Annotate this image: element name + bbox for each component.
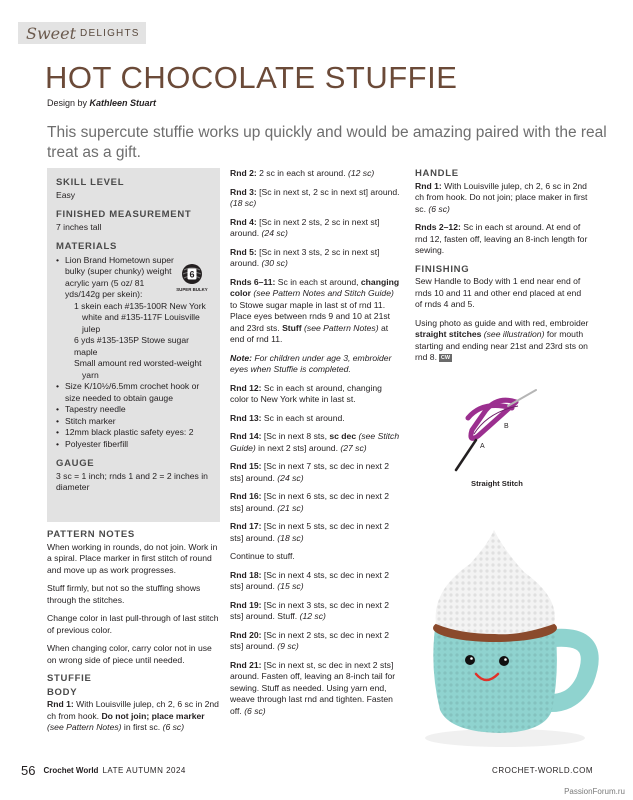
round-instruction: Rnds 6–11: Sc in each st around, changing color (see Pattern Notes and Stitch Guide) to Stowe sugar maple in last st of rnd 11. Place eyes between rnds 9 and 10 at 21st and 23rd sts. Stuff (see Pattern Notes) at end of rnd 11. (230, 276, 400, 344)
materials-item: Small amount red worsted-weight yarn (74, 358, 202, 380)
page-footer (21, 762, 593, 778)
round-instruction: Rnd 13: Sc in each st around. (230, 412, 345, 423)
materials-sidebar (47, 168, 220, 522)
yarn-weight-icon (176, 262, 208, 294)
body-rounds-column (230, 168, 400, 724)
diagram-label-b: B (504, 423, 509, 430)
round-instruction: Rnd 17: [Sc in next 5 sts, sc dec in next 2 sts] around. (18 sc) (230, 521, 390, 543)
issue-label: LATE AUTUMN 2024 (102, 765, 186, 775)
designer-name: Kathleen Stuart (89, 98, 157, 108)
body-round-1: Rnd 1: With Louisville julep, ch 2, 6 sc in 2nd ch from hook. Do not join; place marker (see Pattern Notes) in first sc. (6 sc) (47, 699, 219, 732)
round-instruction: Rnd 16: [Sc in next 6 sts, sc dec in next 2 sts] around. (21 sc) (230, 491, 390, 513)
watermark: PassionForum.ru (564, 787, 625, 796)
pattern-note: When working in rounds, do not join. Work in a spiral. Place marker in first stitch of round and move up as work progresses. (47, 541, 218, 575)
safety-note: Note: For children under age 3, embroider eyes when Stuffie is completed. (230, 352, 392, 374)
finishing-step: Using photo as guide and with red, embroider straight stitches (see illustration) for mouth starting and ending near 21st and 23rd sts on rnd 8. CW (415, 317, 589, 362)
magazine-name: Crochet World (43, 765, 99, 775)
round-instruction: Rnd 15: [Sc in next 7 sts, sc dec in next 2 sts] around. (24 sc) (230, 461, 390, 483)
round-instruction: Rnd 14: [Sc in next 8 sts, sc dec (see Stitch Guide) in next 2 sts] around. (27 sc) (230, 431, 400, 453)
finished-measurement-heading: FINISHED MEASUREMENT (56, 209, 192, 220)
straight-stitch-diagram (448, 388, 538, 483)
stitch-diagram-caption: Straight Stitch (471, 479, 523, 488)
materials-item: • 12mm black plastic safety eyes: 2 (56, 427, 211, 439)
handle-heading: HANDLE (415, 168, 459, 179)
round-instruction: Rnd 20: [Sc in next 2 sts, sc dec in next 2 sts] around. (9 sc) (230, 629, 390, 651)
diagram-label-a: A (480, 443, 485, 450)
designer-byline (47, 98, 156, 108)
pattern-notes-column (47, 529, 222, 741)
page-number: 56 (21, 762, 36, 778)
pattern-note: Stuff firmly, but not so the stuffing shows through the stitches. (47, 583, 201, 605)
pattern-note: Change color in last pull-through of last stitch of previous color. (47, 613, 219, 635)
round-instruction: Rnd 3: [Sc in next st, 2 sc in next st] around. (18 sc) (230, 186, 400, 208)
handle-round-1: Rnd 1: With Louisville julep, ch 2, 6 sc in 2nd ch from hook. Do not join; place maker in first sc. (6 sc) (415, 180, 588, 214)
pattern-title: HOT CHOCOLATE STUFFIE (45, 60, 458, 95)
stuffie-heading: STUFFIE (47, 673, 92, 684)
materials-item: 6 yds #135-135P Stowe sugar maple (74, 335, 189, 357)
gauge-heading: GAUGE (56, 458, 95, 469)
handle-finishing-column (415, 168, 590, 371)
round-instruction: Rnd 12: Sc in each st around, changing color to New York white in last st. (230, 382, 382, 404)
materials-item: • Tapestry needle (56, 404, 211, 416)
needle-shaft (456, 440, 476, 470)
section-tag (18, 22, 146, 44)
section-tag-label: DELIGHTS (80, 27, 140, 39)
yarn-weight-number: 6 (189, 269, 195, 280)
finished-measurement-value: 7 inches tall (56, 221, 102, 232)
byline-prefix: Design by (47, 98, 88, 108)
skill-level-heading: SKILL LEVEL (56, 177, 125, 188)
left-eye (465, 655, 475, 665)
finishing-heading: FINISHING (415, 263, 470, 275)
section-tag-script: Sweet (26, 23, 77, 43)
materials-item: 1 skein each #135-100R New York white and #135-117F Louisville julep (74, 300, 206, 334)
right-eye (499, 656, 509, 666)
materials-item: • Stitch marker (56, 416, 211, 428)
pattern-note: When changing color, carry color not in use on wrong side of piece until needed. (47, 643, 212, 665)
body-heading: BODY (47, 686, 78, 698)
round-instruction: Rnd 4: [Sc in next 2 sts, 2 sc in next st] around. (24 sc) (230, 216, 380, 238)
skill-level-value: Easy (56, 189, 76, 200)
materials-item: • Polyester fiberfill (56, 439, 211, 451)
pattern-notes-heading: PATTERN NOTES (47, 529, 135, 540)
handle-rounds-2-12: Rnds 2–12: Sc in each st around. At end of rnd 12, fasten off, leaving an 8-inch length for sewing. (415, 222, 588, 255)
materials-heading: MATERIALS (56, 241, 118, 252)
hot-chocolate-stuffie-photo (400, 520, 615, 750)
round-instruction: Rnd 21: [Sc in next st, sc dec in next 2 sts] around. Fasten off, leaving an 8-inch tail for sewing. Stuff as needed. Using yarn end, weave through last rnd and tighten. Fasten off. (6 sc) (230, 659, 396, 716)
website-link[interactable]: CROCHET-WORLD.COM (492, 765, 593, 775)
continue-instruction: Continue to stuff. (230, 551, 295, 561)
round-instruction: Rnd 2: 2 sc in each st around. (12 sc) (230, 168, 375, 178)
materials-item: • Size K/10½/6.5mm crochet hook or size needed to obtain gauge (56, 381, 211, 404)
round-instruction: Rnd 5: [Sc in next 3 sts, 2 sc in next st] around. (30 sc) (230, 246, 380, 268)
gauge-value: 3 sc = 1 inch; rnds 1 and 2 = 2 inches in diameter (56, 470, 208, 492)
end-mark-icon: CW (440, 355, 451, 361)
materials-item: • Lion Brand Hometown super bulky (super chunky) weight acrylic yarn (5 oz/ 81 yds/142g per skein): (56, 255, 211, 301)
round-instruction: Rnd 18: [Sc in next 4 sts, sc dec in next 2 sts] around. (15 sc) (230, 569, 390, 591)
finishing-step: Sew Handle to Body with 1 end near end of rnds 10 and 11 and other end placed at end of rnds 4 and 5. (415, 276, 582, 309)
round-instruction: Rnd 19: [Sc in next 3 sts, sc dec in next 2 sts] around. Stuff. (12 sc) (230, 599, 390, 621)
yarn-weight-label: SUPER BULKY (176, 287, 208, 292)
intro-text: This supercute stuffie works up quickly and would be amazing paired with the real treat as a gift. (47, 124, 607, 161)
needle-icon (508, 390, 536, 406)
